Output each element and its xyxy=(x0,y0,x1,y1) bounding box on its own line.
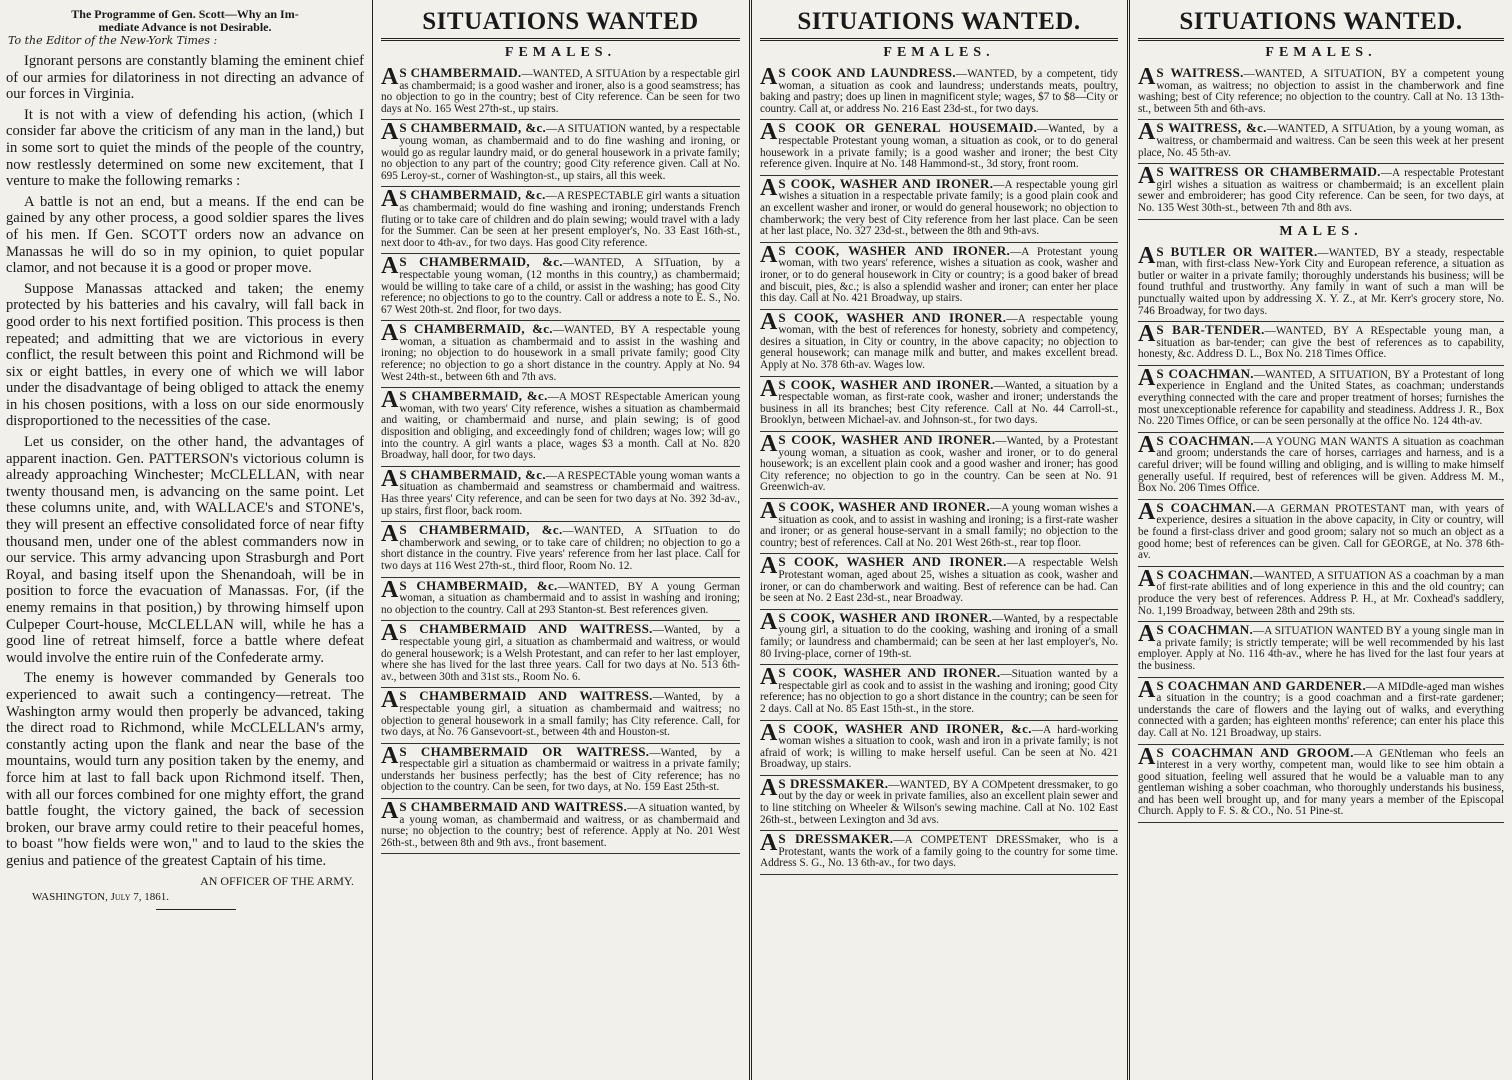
ad-heading: S COOK OR GENERAL HOUSEMAID. xyxy=(778,120,1038,136)
drop-cap-icon: A xyxy=(760,174,778,201)
ad-heading: S CHAMBERMAID AND WAITRESS. xyxy=(399,799,628,815)
ad-heading: S DRESSMAKER. xyxy=(778,831,894,847)
ad-text: —A RESPECTAble young woman wants a situation as chambermaid and seamstress or chambermaid and waitress. Has three years' City reference, and can be seen for two days at No. 392 3d-av., up stairs, first floor, back room. xyxy=(381,469,740,517)
ads-column-1 xyxy=(373,0,748,1080)
letter-paragraph: It is not with a view of defending his action, (which I consider far above the criticism of any man in the land,) but in some sort to quiet the minds of the people of the country, now restlessly determined on some new excitement, that I venture to make the following remarks : xyxy=(6,106,364,190)
classified-ad xyxy=(381,120,740,187)
drop-cap-icon: A xyxy=(381,320,399,347)
ad-text: —A situation wanted, by a young woman, as chambermaid and waitress, or as chambermaid and nurse; no objection to the country; best of reference. Apply at No. 201 West 26th-st., between 8th and 9th avs., front basement. xyxy=(381,802,740,849)
ad-text: —WANTED, A SITuation, by a respectable young woman, (12 months in this country,) as chambermaid; would be willing to take care of a child, or assist in the washing; has good City reference; no objections to go to the country. Call or address a note to E. S., No. 67 West 20th-st. 2nd floor, for two days. xyxy=(381,257,740,316)
ad-heading: S WAITRESS OR CHAMBERMAID. xyxy=(1156,164,1381,180)
divider xyxy=(156,909,236,910)
ad-heading: S COOK, WASHER AND IRONER. xyxy=(778,376,994,392)
ad-heading: S COOK, WASHER AND IRONER. xyxy=(778,554,1007,570)
classified-ad xyxy=(1138,65,1504,120)
drop-cap-icon: A xyxy=(381,687,399,714)
classified-ad xyxy=(760,377,1118,432)
classified-ad xyxy=(381,388,740,467)
drop-cap-icon: A xyxy=(1138,119,1156,146)
drop-cap-icon: A xyxy=(760,830,778,857)
drop-cap-icon: A xyxy=(1138,163,1156,190)
classified-ad xyxy=(381,467,740,522)
drop-cap-icon: A xyxy=(760,64,778,90)
ad-heading: S CHAMBERMAID. xyxy=(399,65,522,80)
classified-ad xyxy=(760,120,1118,175)
letter-paragraph: Suppose Manassas attacked and taken; the enemy protected by his batteries and his cavalry, will fall back in good order to his next fortified position. This process is then repeated; and admitting that we are victorious in every conflict, the result between this point and Richmond will be six or eight battles, in every one of which we will labor under the disadvantage of being obliged to attack the enemy in his chosen positions, with a loss on our side enormously disproportioned to the necessities of the case. xyxy=(6,280,364,430)
drop-cap-icon: A xyxy=(381,253,399,280)
classified-ad xyxy=(1138,567,1504,622)
classified-ad xyxy=(760,432,1118,499)
ad-text: —Wanted, by a respectable young girl, a situation as chambermaid and waitress; no objection to general housework in a small family; has City reference. Call, for two days, at No. 76 Gansevoort-st., between 4th and Houston-st. xyxy=(381,691,740,739)
ad-heading: S CHAMBERMAID AND WAITRESS. xyxy=(399,688,653,704)
classified-ad xyxy=(760,554,1118,609)
drop-cap-icon: A xyxy=(381,387,399,414)
headline-line: mediate Advance is not Desirable. xyxy=(98,20,272,34)
ad-heading: S COACHMAN AND GROOM. xyxy=(1156,744,1354,760)
ad-heading: S COOK, WASHER AND IRONER. xyxy=(778,499,990,514)
letter-dateline: To the Editor of the New-York Times : xyxy=(8,34,218,47)
ad-heading: S COOK, WASHER AND IRONER. xyxy=(778,665,1001,681)
classified-ad xyxy=(381,621,740,688)
classified-ad xyxy=(1138,500,1504,567)
ad-text: —A SITUATION WANTED BY a young single man in a private family; is strictly temperate; will be well recommended by his last employer. Apply at No. 116 4th-av., where he has lived for the last four years at the business. xyxy=(1138,625,1504,672)
ads-column-3 xyxy=(1130,0,1512,1080)
drop-cap-icon: A xyxy=(381,64,399,90)
ad-text: —WANTED, BY A young German woman, a situation as chambermaid and to assist in washing and ironing; no objection to the country. Call at 293 Stanton-st. Best references given. xyxy=(381,580,740,616)
classified-ad xyxy=(1138,433,1504,500)
divider xyxy=(760,38,1118,41)
classified-ad xyxy=(381,799,740,854)
classified-ad xyxy=(760,831,1118,875)
drop-cap-icon: A xyxy=(381,521,399,548)
classified-ad xyxy=(1138,164,1504,219)
classified-ad xyxy=(760,665,1118,720)
ad-heading: S CHAMBERMAID, &c. xyxy=(399,466,546,482)
ad-heading: S COACHMAN. xyxy=(1156,499,1256,515)
ad-text: —Situation wanted by a respectable girl as cook and to assist in the washing and ironing; good City reference; has no objection to go a short distance in the country; can be seen for 2 days. Call at No. 85 East 15th-st., in the store. xyxy=(760,668,1118,715)
classified-ad xyxy=(1138,622,1504,677)
letter-body xyxy=(6,53,364,870)
drop-cap-icon: A xyxy=(381,742,399,769)
drop-cap-icon: A xyxy=(760,431,778,458)
classified-ad xyxy=(760,776,1118,831)
ad-heading: S CHAMBERMAID, &c. xyxy=(399,388,548,404)
ad-text: —WANTED, A SITUAtion by a respectable girl as chambermaid; is a good washer and ironer, also is a good seamstress; has no objection to go in the country; best of City reference. Can be seen for two days at No. 165 West 27th-st., up stairs. xyxy=(381,68,740,115)
drop-cap-icon: A xyxy=(1138,242,1156,269)
divider xyxy=(1138,38,1504,41)
ad-heading: S CHAMBERMAID OR WAITRESS. xyxy=(399,743,650,759)
ad-text: —WANTED, A SITuation to do chamberwork and sewing, or to take care of children; no objection to go a short distance in the country. Five years' reference from her last place. Call for two days at 116 West 27th-st., third floor, Room No. 12. xyxy=(381,525,740,572)
ad-heading: S COOK, WASHER AND IRONER. xyxy=(778,175,994,191)
ad-text: —Wanted, by a respectable Protestant young woman, a situation as cook, or to do general housework in a private family; is a good washer and ironer; the best City reference given. Inquire at No. 148 Hammond-st., 3d story, front room. xyxy=(760,123,1119,171)
drop-cap-icon: A xyxy=(760,774,778,801)
ad-heading: S DRESSMAKER. xyxy=(778,775,889,791)
ad-heading: S CHAMBERMAID AND WAITRESS. xyxy=(399,621,653,637)
letter-paragraph: Ignorant persons are constantly blaming the eminent chief of our armies for dilatoriness in not directing an advance of our forces in Virginia. xyxy=(6,53,364,103)
ad-heading: S COACHMAN. xyxy=(1156,622,1254,638)
section-subhead: MALES. xyxy=(1279,223,1363,239)
ad-text: —Wanted, by a respectable girl a situation as chambermaid or waitress in a private family; understands her business perfectly; has the best of City reference; has no objection to the country. Can be seen, for two days, at No. 159 East 25th-st. xyxy=(381,746,740,794)
classified-ad xyxy=(381,254,740,321)
ad-text: —WANTED, BY A COMpetent dressmaker, to go out by the day or week in private families, also an excellent plain sewer and to line stitching on Wheeler & Wilson's sewing machine. Call at No. 102 East 26th-st., between Lexington and 3d avs. xyxy=(760,778,1118,826)
ad-heading: S COACHMAN. xyxy=(1156,566,1254,582)
ad-heading: S BAR-TENDER. xyxy=(1156,322,1265,338)
drop-cap-icon: A xyxy=(760,241,778,268)
ad-heading: S COOK, WASHER AND IRONER. xyxy=(778,242,1011,258)
ad-heading: S CHAMBERMAID, &c. xyxy=(399,522,563,538)
classified-ad xyxy=(760,65,1118,120)
ad-text: —A COMPETENT DRESSmaker, who is a Protestant, wants the work of a family going to the country for some time. Address S. G., No. 13 6th-av., for two days. xyxy=(760,834,1119,870)
classified-ad xyxy=(760,176,1118,243)
classified-ad xyxy=(1138,366,1504,433)
classified-ad xyxy=(381,187,740,254)
ad-list-males xyxy=(1138,244,1504,824)
section-title: SITUATIONS WANTED xyxy=(422,8,699,35)
classified-ad xyxy=(760,310,1118,377)
letter-paragraph: Let us consider, on the other hand, the advantages of apparent inaction. Gen. PATTERSON's victorious column is already approaching Winchester; McCLELLAN, with near twenty thousand men, is advancing on the same point. Let these columns unite, and, with WALLACE's and STONE's, they will present an effective consolidated force of near fifty thousand men, under one of the ablest commanders now in our service. This army advancing upon Strasburgh and Port Royal, and basing itself upon the Shenandoah, will be in position to force the evacuation of Manassas. For, (if the enemy remains in that position,) by throwing himself upon Culpeper Court-house, McCLELLAN will, while he has a good line of retreat himself, force a battle where defeat would involve the entire ruin of the Confederate army. xyxy=(6,434,364,666)
drop-cap-icon: A xyxy=(381,186,399,213)
drop-cap-icon: A xyxy=(760,498,778,524)
letter-paragraph: A battle is not an end, but a means. If the end can be gained by any other process, a good soldier spares the lives of his men. If Gen. SCOTT orders now an advance on Manassas he will do so in my opinion, to quiet popular clamor, and not because it is a good or proper move. xyxy=(6,193,364,277)
drop-cap-icon: A xyxy=(760,308,778,335)
drop-cap-icon: A xyxy=(1138,498,1156,525)
drop-cap-icon: A xyxy=(1138,431,1156,458)
ad-text: —WANTED, by a competent, tidy woman, a situation as cook and laundress; understands meats, poultry, baking and pastry; does up linen in magnificent style; wages, $7 to $8—City or country. Call at, or address No. 216 East 23d-st., for two days. xyxy=(760,68,1118,115)
ad-text: —WANTED, A SITUATION AS a coachman by a man of first-rate abilities and of long experience in this and the old country; can produce the very best of references. Address P. H., at Mr. Coxhead's saddlery, No. 1,199 Broadway, between 28th and 29th sts. xyxy=(1138,569,1504,617)
classified-ad xyxy=(760,243,1118,310)
ad-heading: S BUTLER OR WAITER. xyxy=(1156,243,1318,259)
drop-cap-icon: A xyxy=(760,375,778,402)
section-subhead: FEMALES. xyxy=(883,45,995,60)
ad-text: —A respectable young woman, with the best of references for honesty, sobriety and competency, desires a situation, in City or country, in the above capacity; no objection to general housework; can manage milk and butter, and makes excellent bread. Apply at No. 378 6th-av. Wages low. xyxy=(760,312,1118,372)
ads-column-2 xyxy=(752,0,1126,1080)
ad-list xyxy=(760,65,1118,875)
ad-heading: S COOK AND LAUNDRESS. xyxy=(778,65,956,80)
ad-text: —A respectable Welsh Protestant woman, aged about 25, wishes a situation as cook, washer and ironer, or can do chamberwork and waiting. Best of reference can be had. Can be seen at No. 2 East 23d-st., near Broadway. xyxy=(760,557,1118,605)
classified-ad xyxy=(760,721,1118,776)
section-title: SITUATIONS WANTED. xyxy=(1179,8,1463,35)
letter-paragraph: The enemy is however commanded by Generals too experienced to await such a contingency—retreat. The Washington army would then properly be advanced, taking the direct road to Richmond, while McCLELLAN's army, constantly acting upon the flank and near the base of the mountains, would turn any position taken by the enemy, and force him at last to fall back upon Richmond itself. Then, with all our forces combined for one mighty effort, the grand battle fought, the victory gained, the back of secession broken, our brave army could retire to their peaceful homes, to boast "how fields were won," and to laud to the skies the genius and patience of the greatest Captain of his time. xyxy=(6,670,364,869)
classified-ad xyxy=(760,610,1118,665)
section-subhead: FEMALES. xyxy=(504,45,617,60)
drop-cap-icon: A xyxy=(381,620,399,647)
ad-text: —A respectable young girl wishes a situation in a respectable private family; is a good plain cook and an excellent washer and ironer, or would do general housework; no objection to chamberwork; the very best of City reference from her last place. Can be seen at her last place, No. 327 23d-st., between the 8th and 9th-avs. xyxy=(760,178,1118,238)
classified-ad xyxy=(381,522,740,577)
ad-text: —WANTED, A SITUAtion, by a young woman, as waitress, or chambermaid and waitress. Can be seen this week at her present place, No. 45 5th-av. xyxy=(1138,123,1504,159)
ad-text: —A hard-working woman wishes a situation to cook, wash and iron in a private family; is not afraid of work; is willing to make herself useful. Can be seen at No. 421 Broadway, up stairs. xyxy=(760,723,1118,771)
drop-cap-icon: A xyxy=(1138,621,1156,648)
ad-list-females xyxy=(1138,65,1504,220)
classified-ad xyxy=(1138,244,1504,323)
drop-cap-icon: A xyxy=(381,465,399,492)
ad-text: —A SITUATION wanted, by a respectable young woman, as chambermaid and to do fine washing and ironing, or would go as regular laundry maid, or do general housework in a private family; no objection to any part of the country; good City reference given. Call at No. 695 Leroy-st., corner of Washington-st., up stairs, all this week. xyxy=(381,123,740,182)
ad-heading: S COOK, WASHER AND IRONER. xyxy=(778,309,1007,325)
classified-ad xyxy=(1138,745,1504,824)
ad-text: —WANTED, BY A REspectable young man, a situation as bar-tender; can give the best of references as to capability, honesty, &c. Address D. L., Box No. 218 Times Office. xyxy=(1138,325,1504,361)
ad-heading: S COOK, WASHER AND IRONER, &c. xyxy=(778,720,1032,736)
ad-text: —A MOST REspectable American young woman, with two years' City reference, wishes a situation as chambermaid and waiting, or chambermaid and nurse, and plain sewing; is of good disposition and obliging, and exceedingly fond of children; wages low; will go into the country. A girl wants a place, wages $3 a month. Call at No. 820 Broadway, hall door, for two days. xyxy=(381,391,740,462)
ad-heading: S CHAMBERMAID, &c. xyxy=(399,254,563,270)
drop-cap-icon: A xyxy=(1138,321,1156,348)
ad-text: —A GENtleman who feels an interest in a very worthy, competent man, would like to see him obtain a good situation, feeling well assured that he would be a valuable man to any gentleman wishing a sober coachman, who thoroughly understands his business, and has been well brought up, and for many years a member of the Episcopal Church. Apply to F. S. & CO., No. 51 Pine-st. xyxy=(1138,747,1505,818)
drop-cap-icon: A xyxy=(760,719,778,746)
ad-text: —A RESPECTABLE girl wants a situation as chambermaid; would do fine washing and ironing; understands French fluting or to take care of children and do plain sewing; would travel with a lady for the Summer. Can be seen at her present employer's, No. 33 East 16th-st., next door to 4th-av., for two days. Has good City reference. xyxy=(381,190,740,249)
classified-ad xyxy=(381,321,740,388)
classified-ad xyxy=(381,688,740,743)
drop-cap-icon: A xyxy=(760,608,778,635)
ad-heading: S COOK, WASHER AND IRONER. xyxy=(778,432,996,448)
ad-heading: S COACHMAN AND GARDENER. xyxy=(1156,677,1367,693)
ad-heading: S WAITRESS, &c. xyxy=(1156,120,1267,136)
ad-text: —WANTED, A SITUATION, BY a Protestant of long experience in England and the United States, as coachman; understands everything connected with the care and proper treatment of horses; furnishes the most unexceptionable reference for capability and steadiness. Address J. R., Box No. 220 Times Office, or can be seen personally at the office No. 124 4th-av. xyxy=(1138,368,1505,428)
drop-cap-icon: A xyxy=(381,119,399,146)
ad-text: —Wanted, by a respectable young girl, a situation to do the cooking, washing and ironing of a small family; or laundress and chambermaid; can be seen at her last employer's, No. 80 Irving-place, corner of 19th-st. xyxy=(760,612,1118,660)
drop-cap-icon: A xyxy=(381,576,399,603)
classified-ad xyxy=(1138,120,1504,164)
letter-signoff: AN OFFICER OF THE ARMY. xyxy=(200,873,354,888)
ad-text: —WANTED, BY a steady, respectable man, with first-class New-York City and European reference, a situation as butler or waiter in a private family; thoroughly understands his business; will be found truthful and trustworthy. Any family in want of such a man will be punctually waited upon by addressing X. Y. Z., at Mr. Kerr's grocery store, No. 746 Broadway, for two days. xyxy=(1138,246,1504,317)
classified-ad xyxy=(1138,678,1504,745)
classified-ad xyxy=(381,65,740,120)
ad-text: —A Protestant young woman, with two years' reference, wishes a situation as cook, washer and ironer, or to do general housework in City or country; is a good baker of bread and biscuit, pies, &c.; is also a splendid washer and ironer; can enter her place this day. Call at No. 421 Broadway, up stairs. xyxy=(760,245,1118,305)
drop-cap-icon: A xyxy=(381,798,399,825)
drop-cap-icon: A xyxy=(1138,743,1156,770)
ad-text: —A young woman wishes a situation as cook, and to assist in washing and ironing; is a first-rate washer and ironer; or as general house-servant in a small family; no objection to the country; best of references. Call at No. 201 West 26th-st., rear top floor. xyxy=(760,502,1118,549)
drop-cap-icon: A xyxy=(760,553,778,580)
ad-heading: S WAITRESS. xyxy=(1156,65,1244,80)
ad-heading: S CHAMBERMAID, &c. xyxy=(399,577,558,593)
ad-text: —Wanted, by a respectable young girl, a situation as chambermaid and waitress, or would do general housework; is a Welsh Protestant, and can refer to her last employer, where she has lived for the last three years. Call for two days at No. 513 6th-av., between 30th and 31st sts., Room No. 6. xyxy=(381,624,740,683)
ad-heading: S COACHMAN. xyxy=(1156,365,1254,381)
drop-cap-icon: A xyxy=(1138,64,1156,90)
ad-text: —Wanted, by a Protestant young woman, a situation as cook, washer and ironer, or to do general housework; is an excellent plain cook and a good washer and ironer; has good City reference; no objection to go in the country. Can be seen at No. 91 Greenwich-av. xyxy=(760,435,1118,494)
drop-cap-icon: A xyxy=(760,664,778,691)
ad-heading: S COOK, WASHER AND IRONER. xyxy=(778,609,993,625)
letter-headline xyxy=(6,8,364,34)
ad-text: —WANTED, BY A respectable young woman, a situation as chambermaid and to assist in the washing and ironing; no objection to do housework in a small private family; good City reference; no objection to go a short distance in the country. Apply at No. 94 West 24th-st., between 6th and 7th avs. xyxy=(381,324,740,383)
headline-line: The Programme of Gen. Scott—Why an Im- xyxy=(71,7,299,21)
drop-cap-icon: A xyxy=(1138,676,1156,703)
ad-heading: S COACHMAN. xyxy=(1156,432,1254,448)
classified-ad xyxy=(760,499,1118,554)
section-subhead: FEMALES. xyxy=(1265,45,1377,60)
ad-text: —Wanted, a situation by a respectable woman, as first-rate cook, washer and ironer; understands the business in all its branches; best City reference. Call at No. 44 Carroll-st., Brooklyn, between Michael-av. and Johnson-st., for two days. xyxy=(760,379,1118,427)
ad-heading: S CHAMBERMAID, &c. xyxy=(399,120,547,136)
ad-heading: S CHAMBERMAID, &c. xyxy=(399,321,553,337)
ad-text: —A respectable Protestant girl wishes a situation as waitress or chambermaid; is an excellent plain sewer and embroiderer; has good City reference. Can be seen, for two days, at No. 135 West 30th-st., between 7th and 8th avs. xyxy=(1138,167,1504,214)
ad-heading: S CHAMBERMAID, &c. xyxy=(399,187,546,203)
classified-ad xyxy=(381,578,740,622)
ad-text: —WANTED, A SITUATION, BY a competent young woman, as waitress; no objection to assist in the chamberwork and fine washing; best of City reference; no objection to the country. Call at No. 13 13th-st., between 5th and 6th-avs. xyxy=(1138,68,1505,115)
classified-ad xyxy=(1138,322,1504,366)
drop-cap-icon: A xyxy=(760,119,778,146)
divider xyxy=(381,38,740,41)
drop-cap-icon: A xyxy=(1138,565,1156,592)
drop-cap-icon: A xyxy=(1138,364,1156,391)
letter-column xyxy=(0,0,372,1080)
ad-text: —A GERMAN PROTESTANT man, with years of experience, desires a situation in the above capacity, in City or country, will be found a first-class driver and good groom; salary not so much an object as a good home; best of references can be given. Call for GEORGE, at No. 378 6th-av. xyxy=(1138,502,1505,562)
section-title: SITUATIONS WANTED. xyxy=(797,8,1081,35)
ad-list xyxy=(381,65,740,854)
letter-dateplace: WASHINGTON, July 7, 1861. xyxy=(32,890,170,903)
classified-ad xyxy=(381,744,740,799)
ad-text: —A MIDdle-aged man wishes a situation in the country; is a good coachman and a first-rate gardener; understands the care of flowers and the laying out of walks, and everything connected with a garden; has eighteen months' reference; can enter his place this day. Call at No. 121 Broadway, up stairs. xyxy=(1138,680,1504,739)
ad-text: —A YOUNG MAN WANTS A situation as coachman and groom; understands the care of horses, carriages and harness, and is a careful driver; will be found willing and obliging, and is willing to make himself generally useful. If required, best of references will be given. Address M. M., Box No. 206 Times Office. xyxy=(1138,435,1504,495)
